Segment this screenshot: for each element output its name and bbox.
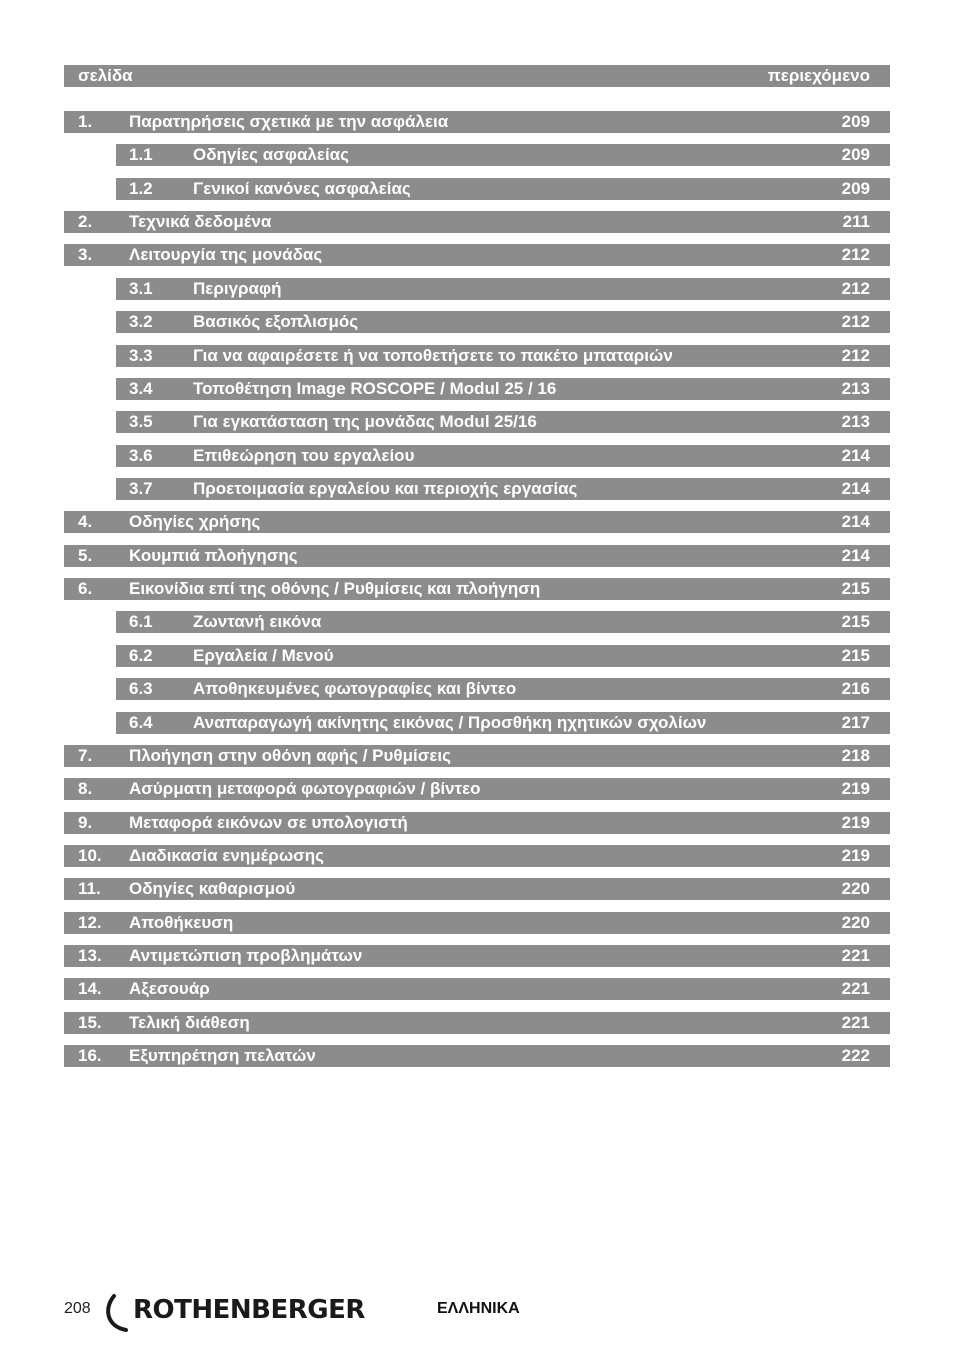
toc-entry-1-1[interactable] <box>116 144 890 166</box>
toc-entry-number: 6.1 <box>129 612 153 631</box>
toc-entry-number: 3. <box>78 245 93 264</box>
toc-entry-page: 213 <box>841 412 870 431</box>
toc-entry-15[interactable] <box>64 1012 890 1034</box>
toc-entry-page: 220 <box>841 913 870 932</box>
toc-entry-page: 215 <box>841 579 870 598</box>
toc-entry-page: 209 <box>841 112 870 131</box>
toc-entry-page: 211 <box>842 212 870 231</box>
toc-entry-page: 214 <box>841 479 870 498</box>
toc-entry-page: 212 <box>841 245 870 264</box>
toc-entry-title: Εξυπηρέτηση πελατών <box>129 1046 316 1065</box>
toc-entry-number: 3.5 <box>129 412 153 431</box>
toc-entry-title: Περιγραφή <box>193 279 282 298</box>
toc-entry-number: 2. <box>78 212 93 231</box>
toc-entry-page: 212 <box>841 312 870 331</box>
toc-entry-title: Αποθηκευμένες φωτογραφίες και βίντεο <box>193 679 517 698</box>
toc-entry-6-3[interactable] <box>116 678 890 700</box>
toc-entry-page: 216 <box>841 679 870 698</box>
toc-entry-number: 1.2 <box>129 179 153 198</box>
toc-entry-title: Παρατηρήσεις σχετικά με την ασφάλεια <box>129 112 449 131</box>
toc-entry-page: 212 <box>841 346 870 365</box>
toc-entry-page: 221 <box>841 1013 870 1032</box>
toc-entry-title: Αξεσουάρ <box>129 979 210 998</box>
toc-entry-title: Οδηγίες καθαρισμού <box>129 879 296 898</box>
toc-entry-10[interactable] <box>64 845 890 867</box>
toc-entry-3-7[interactable] <box>116 478 890 500</box>
footer-language: ΕΛΛΗΝΙΚΑ <box>437 1300 520 1317</box>
toc-entry-1[interactable] <box>64 111 890 133</box>
toc-entry-12[interactable] <box>64 912 890 934</box>
toc-entry-page: 218 <box>841 746 870 765</box>
toc-entry-page: 214 <box>841 512 870 531</box>
toc-entry-9[interactable] <box>64 812 890 834</box>
toc-entry-title: Μεταφορά εικόνων σε υπολογιστή <box>129 813 408 832</box>
toc-entry-title: Αποθήκευση <box>129 913 234 932</box>
toc-entry-page: 221 <box>841 979 870 998</box>
toc-entry-page: 215 <box>841 646 870 665</box>
toc-entry-number: 3.6 <box>129 446 153 465</box>
toc-entry-number: 6.3 <box>129 679 153 698</box>
toc-entry-page: 219 <box>841 813 870 832</box>
toc-entry-number: 8. <box>78 779 93 798</box>
toc-entry-number: 11. <box>78 879 101 898</box>
toc-entry-page: 219 <box>841 846 870 865</box>
toc-entry-number: 3.2 <box>129 312 153 331</box>
toc-entry-number: 6.2 <box>129 646 153 665</box>
toc-entry-title: Εικονίδια επί της οθόνης / Ρυθμίσεις και πλοήγηση <box>129 579 541 598</box>
toc-entry-title: Οδηγίες χρήσης <box>129 512 261 531</box>
header-page-label: σελίδα <box>78 66 133 85</box>
toc-entry-number: 15. <box>78 1013 102 1032</box>
toc-entry-6-1[interactable] <box>116 611 890 633</box>
toc-entry-number: 3.3 <box>129 346 153 365</box>
toc-entry-number: 4. <box>78 512 93 531</box>
toc-entry-page: 209 <box>841 179 870 198</box>
toc-entry-14[interactable] <box>64 978 890 1000</box>
toc-entry-3-1[interactable] <box>116 278 890 300</box>
toc-entry-number: 13. <box>78 946 102 965</box>
toc-entry-title: Για να αφαιρέσετε ή να τοποθετήσετε το πακέτο μπαταριών <box>193 346 673 365</box>
toc-entry-title: Τοποθέτηση Image ROSCOPE / Modul 25 / 16 <box>193 379 557 398</box>
toc-entry-title: Για εγκατάσταση της μονάδας Modul 25/16 <box>193 412 537 431</box>
toc-entry-3-2[interactable] <box>116 311 890 333</box>
toc-entry-title: Πλοήγηση στην οθόνη αφής / Ρυθμίσεις <box>129 746 451 765</box>
toc-entry-number: 14. <box>78 979 102 998</box>
toc-entry-number: 12. <box>78 913 102 932</box>
toc-entry-6[interactable] <box>64 578 890 600</box>
toc-entry-title: Βασικός εξοπλισμός <box>193 312 359 331</box>
toc-entry-page: 217 <box>841 713 870 732</box>
toc-entry-title: Ασύρματη μεταφορά φωτογραφιών / βίντεο <box>129 779 481 798</box>
toc-entry-8[interactable] <box>64 778 890 800</box>
toc-entry-number: 16. <box>78 1046 102 1065</box>
toc-entry-4[interactable] <box>64 511 890 533</box>
toc-entry-7[interactable] <box>64 745 890 767</box>
toc-entry-6-4[interactable] <box>116 712 890 734</box>
toc-entry-number: 7. <box>78 746 93 765</box>
toc-entry-number: 10. <box>78 846 102 865</box>
toc-entry-number: 3.1 <box>129 279 153 298</box>
toc-entry-number: 1. <box>78 112 93 131</box>
toc-entry-title: Λειτουργία της μονάδας <box>129 245 323 264</box>
toc-entry-3-5[interactable] <box>116 411 890 433</box>
toc-entry-2[interactable] <box>64 211 890 233</box>
toc-entry-number: 6.4 <box>129 713 153 732</box>
toc-entry-page: 213 <box>841 379 870 398</box>
toc-entry-page: 212 <box>841 279 870 298</box>
toc-entry-3-3[interactable] <box>116 345 890 367</box>
toc-entry-page: 214 <box>841 446 870 465</box>
toc-entry-11[interactable] <box>64 878 890 900</box>
toc-entry-title: Κουμπιά πλοήγησης <box>129 546 298 565</box>
toc-entry-title: Οδηγίες ασφαλείας <box>193 145 349 164</box>
toc-entry-number: 9. <box>78 813 93 832</box>
toc-entry-number: 3.7 <box>129 479 153 498</box>
toc-entry-title: Εργαλεία / Μενού <box>193 646 334 665</box>
toc-entry-3[interactable] <box>64 244 890 266</box>
toc-entry-page: 221 <box>841 946 870 965</box>
toc-entry-page: 219 <box>841 779 870 798</box>
toc-header-bar <box>64 65 890 87</box>
toc-entry-number: 1.1 <box>129 145 153 164</box>
footer-page-number: 208 <box>64 1300 91 1317</box>
toc-entry-number: 6. <box>78 579 93 598</box>
toc-entry-5[interactable] <box>64 545 890 567</box>
toc-entry-title: Διαδικασία ενημέρωσης <box>129 846 325 865</box>
toc-entry-16[interactable] <box>64 1045 890 1067</box>
toc-entry-1-2[interactable] <box>116 178 890 200</box>
toc-entry-title: Τελική διάθεση <box>129 1013 250 1032</box>
header-contents-label: περιεχόμενο <box>767 66 870 85</box>
toc-entry-3-4[interactable] <box>116 378 890 400</box>
toc-entry-page: 215 <box>841 612 870 631</box>
toc-entry-page: 214 <box>841 546 870 565</box>
toc-entry-3-6[interactable] <box>116 445 890 467</box>
toc-entry-title: Ζωντανή εικόνα <box>193 612 322 631</box>
toc-entry-title: Αναπαραγωγή ακίνητης εικόνας / Προσθήκη ηχητικών σχολίων <box>193 713 707 732</box>
brand-logo-text: ROTHENBERGER <box>133 1295 365 1325</box>
toc-entry-number: 5. <box>78 546 93 565</box>
toc-entry-page: 220 <box>841 879 870 898</box>
toc-entry-page: 222 <box>841 1046 870 1065</box>
toc-entry-13[interactable] <box>64 945 890 967</box>
toc-entry-page: 209 <box>841 145 870 164</box>
toc-entry-title: Τεχνικά δεδομένα <box>129 212 272 231</box>
toc-entry-title: Επιθεώρηση του εργαλείου <box>193 446 415 465</box>
toc-entry-title: Γενικοί κανόνες ασφαλείας <box>193 179 411 198</box>
toc-entry-title: Προετοιμασία εργαλείου και περιοχής εργασίας <box>193 479 578 498</box>
toc-entry-6-2[interactable] <box>116 645 890 667</box>
toc-entry-title: Αντιμετώπιση προβλημάτων <box>129 946 363 965</box>
toc-entry-number: 3.4 <box>129 379 153 398</box>
